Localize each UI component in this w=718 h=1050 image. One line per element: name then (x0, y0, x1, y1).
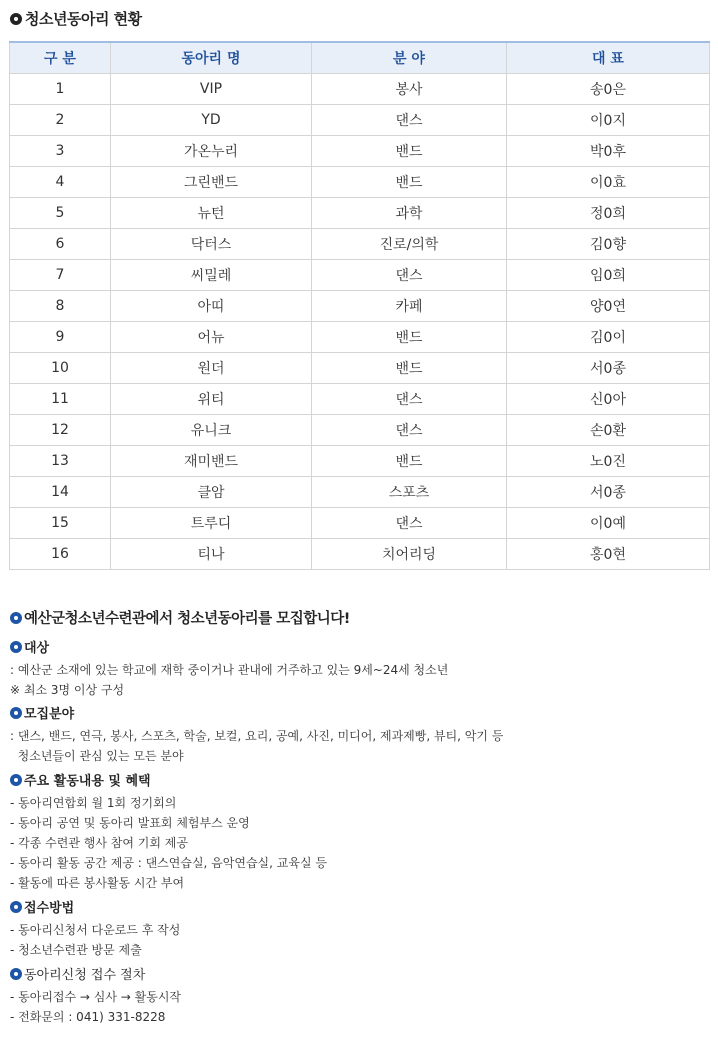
cell-representative: 임0희 (507, 260, 710, 291)
cell-number: 10 (10, 353, 111, 384)
table-row (10, 539, 710, 570)
table-row (10, 353, 710, 384)
section-line: - 동아리접수 → 심사 → 활동시작 (10, 990, 182, 1004)
section-title: 동아리신청 접수 절차 (24, 968, 146, 983)
cell-field: 봉사 (312, 74, 507, 105)
cell-number: 9 (10, 322, 111, 353)
cell-field: 밴드 (312, 136, 507, 167)
cell-representative: 이0효 (507, 167, 710, 198)
cell-field: 댄스 (312, 105, 507, 136)
cell-representative: 이0예 (507, 508, 710, 539)
cell-field: 댄스 (312, 260, 507, 291)
cell-club-name: 아띠 (111, 291, 312, 322)
table-row (10, 136, 710, 167)
cell-representative: 서0종 (507, 353, 710, 384)
cell-representative: 서0종 (507, 477, 710, 508)
cell-field: 진로/의학 (312, 229, 507, 260)
table-row (10, 229, 710, 260)
section-line: - 청소년수련관 방문 제출 (10, 943, 142, 957)
table-row (10, 260, 710, 291)
section-procedure (10, 967, 181, 1027)
section-fields (10, 706, 503, 766)
cell-number: 12 (10, 415, 111, 446)
table-row (10, 384, 710, 415)
cell-number: 15 (10, 508, 111, 539)
header-representative: 대 표 (507, 42, 710, 74)
cell-number: 5 (10, 198, 111, 229)
cell-number: 8 (10, 291, 111, 322)
blue-circle-bullet-icon (10, 641, 22, 653)
cell-representative: 홍0현 (507, 539, 710, 570)
blue-circle-bullet-icon (10, 968, 22, 980)
cell-field: 치어리딩 (312, 539, 507, 570)
table-row (10, 415, 710, 446)
cell-representative: 이0지 (507, 105, 710, 136)
cell-field: 밴드 (312, 322, 507, 353)
cell-representative: 정0희 (507, 198, 710, 229)
cell-club-name: 그린밴드 (111, 167, 312, 198)
table-row (10, 198, 710, 229)
cell-field: 밴드 (312, 167, 507, 198)
section-line: - 동아리신청서 다운로드 후 작성 (10, 923, 181, 937)
section-line: - 각종 수련관 행사 참여 기회 제공 (10, 836, 188, 850)
cell-club-name: 가온누리 (111, 136, 312, 167)
table-row (10, 74, 710, 105)
header-field: 분 야 (312, 42, 507, 74)
cell-club-name: 닥터스 (111, 229, 312, 260)
table-body (10, 74, 710, 570)
cell-club-name: 씨밀레 (111, 260, 312, 291)
cell-field: 카페 (312, 291, 507, 322)
cell-number: 16 (10, 539, 111, 570)
cell-number: 13 (10, 446, 111, 477)
blue-circle-bullet-icon (10, 774, 22, 786)
blue-circle-bullet-icon (10, 901, 22, 913)
table-row (10, 167, 710, 198)
cell-club-name: 재미밴드 (111, 446, 312, 477)
section-title: 대상 (24, 641, 50, 656)
cell-number: 7 (10, 260, 111, 291)
section-title: 접수방법 (24, 901, 75, 916)
section-line: ※ 최소 3명 이상 구성 (10, 683, 125, 697)
table-row (10, 508, 710, 539)
cell-number: 1 (10, 74, 111, 105)
cell-club-name: 위티 (111, 384, 312, 415)
cell-field: 밴드 (312, 353, 507, 384)
cell-representative: 송0은 (507, 74, 710, 105)
cell-number: 4 (10, 167, 111, 198)
cell-representative: 양0연 (507, 291, 710, 322)
blue-circle-bullet-icon (10, 707, 22, 719)
section-line: - 활동에 따른 봉사활동 시간 부여 (10, 876, 185, 890)
cell-club-name: 티나 (111, 539, 312, 570)
section-line: - 동아리 공연 및 동아리 발표회 체험부스 운영 (10, 816, 250, 830)
cell-club-name: 클암 (111, 477, 312, 508)
cell-representative: 김0이 (507, 322, 710, 353)
cell-representative: 손0환 (507, 415, 710, 446)
status-title: 청소년동아리 현황 (10, 8, 142, 29)
cell-club-name: 어뉴 (111, 322, 312, 353)
cell-club-name: 뉴턴 (111, 198, 312, 229)
section-activities (10, 773, 327, 893)
cell-field: 댄스 (312, 415, 507, 446)
cell-field: 댄스 (312, 508, 507, 539)
section-line: - 동아리 활동 공간 제공 : 댄스연습실, 음악연습실, 교육실 등 (10, 856, 327, 870)
cell-representative: 노0진 (507, 446, 710, 477)
cell-club-name: 트루디 (111, 508, 312, 539)
table-row (10, 477, 710, 508)
cell-number: 2 (10, 105, 111, 136)
cell-club-name: VIP (111, 74, 312, 105)
cell-club-name: 원더 (111, 353, 312, 384)
table-row (10, 322, 710, 353)
cell-field: 댄스 (312, 384, 507, 415)
cell-number: 11 (10, 384, 111, 415)
cell-number: 14 (10, 477, 111, 508)
blue-circle-bullet-icon (10, 612, 22, 624)
section-target (10, 640, 448, 700)
cell-club-name: 유니크 (111, 415, 312, 446)
section-title: 모집분야 (24, 707, 75, 722)
section-line: : 예산군 소재에 있는 학교에 재학 중이거나 관내에 거주하고 있는 9세~24세 청소년 (10, 663, 449, 677)
cell-number: 3 (10, 136, 111, 167)
cell-representative: 신0아 (507, 384, 710, 415)
dark-circle-bullet-icon (10, 13, 22, 25)
section-line: - 동아리연합회 월 1회 정기회의 (10, 796, 177, 810)
cell-number: 6 (10, 229, 111, 260)
cell-field: 밴드 (312, 446, 507, 477)
table-row (10, 291, 710, 322)
cell-representative: 김0향 (507, 229, 710, 260)
header-number: 구 분 (10, 42, 111, 74)
section-line: : 댄스, 밴드, 연극, 봉사, 스포츠, 학술, 보컬, 요리, 공예, 사진, 미디어, 제과제빵, 뷰티, 악기 등 (10, 729, 504, 743)
cell-field: 과학 (312, 198, 507, 229)
table-header-row (10, 42, 710, 74)
table-row (10, 446, 710, 477)
cell-field: 스포츠 (312, 477, 507, 508)
cell-representative: 박0후 (507, 136, 710, 167)
header-club-name: 동아리 명 (111, 42, 312, 74)
section-application-method (10, 900, 180, 960)
club-status-table (9, 41, 710, 570)
section-line: 청소년들이 관심 있는 모든 분야 (10, 749, 184, 763)
recruit-title: 예산군청소년수련관에서 청소년동아리를 모집합니다! (10, 607, 350, 628)
cell-club-name: YD (111, 105, 312, 136)
section-title: 주요 활동내용 및 혜택 (24, 774, 151, 789)
table-row (10, 105, 710, 136)
section-line: - 전화문의 : 041) 331-8228 (10, 1010, 166, 1024)
